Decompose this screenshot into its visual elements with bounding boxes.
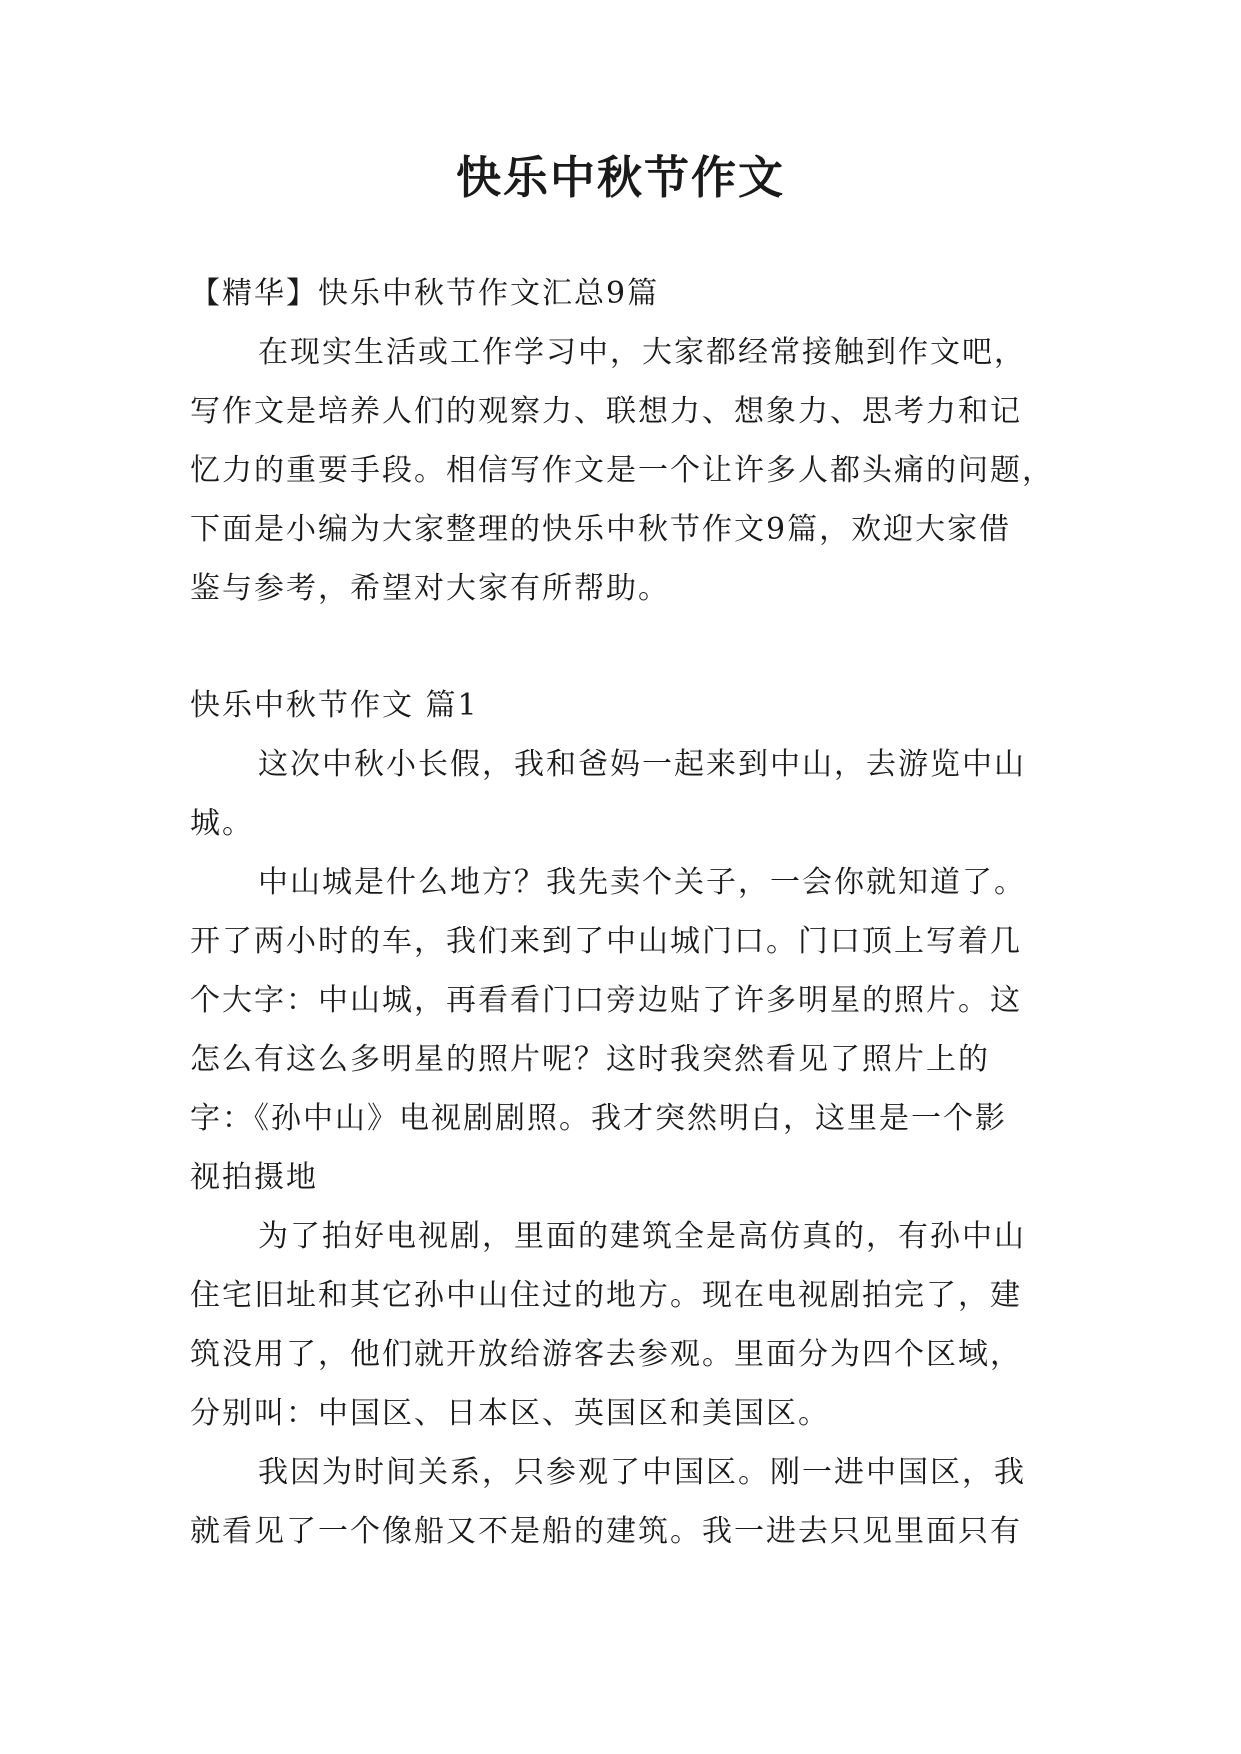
section-paragraph [190, 735, 1052, 853]
intro-line: 忆力的重要手段。相信写作文是一个让许多人都头痛的问题， [190, 453, 1054, 488]
paragraph-line: 中山城是什么地方？我先卖个关子，一会你就知道了。 [258, 865, 1026, 900]
intro-paragraph [190, 323, 1052, 618]
paragraph-line: 我因为时间关系，只参观了中国区。刚一进中国区，我 [258, 1455, 1026, 1490]
document-body [190, 264, 1052, 1561]
paragraph-line: 字：《孙中山》电视剧剧照。我才突然明白，这里是一个影 [190, 1101, 1007, 1136]
paragraph-line: 开了两小时的车，我们来到了中山城门口。门口顶上写着几 [190, 924, 1022, 959]
paragraph-line: 为了拍好电视剧，里面的建筑全是高仿真的，有孙中山 [258, 1219, 1026, 1254]
paragraph-line: 个大字：中山城，再看看门口旁边贴了许多明星的照片。这 [190, 983, 1022, 1018]
paragraph-line: 分别叫：中国区、日本区、英国区和美国区。 [190, 1396, 830, 1431]
document-title: 快乐中秋节作文 [455, 151, 785, 204]
section-heading: 快乐中秋节作文 篇1 [190, 688, 479, 723]
paragraph-line: 怎么有这么多明星的照片呢？这时我突然看见了照片上的 [190, 1042, 990, 1077]
paragraph-line: 城。 [190, 806, 254, 841]
section-paragraph [190, 1443, 1052, 1561]
intro-line: 鉴与参考，希望对大家有所帮助。 [190, 571, 670, 606]
paragraph-line: 住宅旧址和其它孙中山住过的地方。现在电视剧拍完了，建 [190, 1278, 1022, 1313]
section-paragraph [190, 1207, 1052, 1443]
intro-line: 下面是小编为大家整理的快乐中秋节作文9篇，欢迎大家借 [190, 512, 1012, 547]
paragraph-line: 筑没用了，他们就开放给游客去参观。里面分为四个区域， [190, 1337, 1022, 1372]
section-paragraph [190, 853, 1052, 1207]
paragraph-line: 这次中秋小长假，我和爸妈一起来到中山，去游览中山 [258, 747, 1026, 782]
paragraph-line: 视拍摄地 [190, 1160, 318, 1195]
subtitle: 【精华】快乐中秋节作文汇总9篇 [190, 276, 660, 311]
paragraph-line: 就看见了一个像船又不是船的建筑。我一进去只见里面只有 [190, 1514, 1022, 1549]
intro-line: 在现实生活或工作学习中，大家都经常接触到作文吧， [258, 335, 1026, 370]
section-spacer [190, 618, 1052, 676]
intro-line: 写作文是培养人们的观察力、联想力、想象力、思考力和记 [190, 394, 1022, 429]
